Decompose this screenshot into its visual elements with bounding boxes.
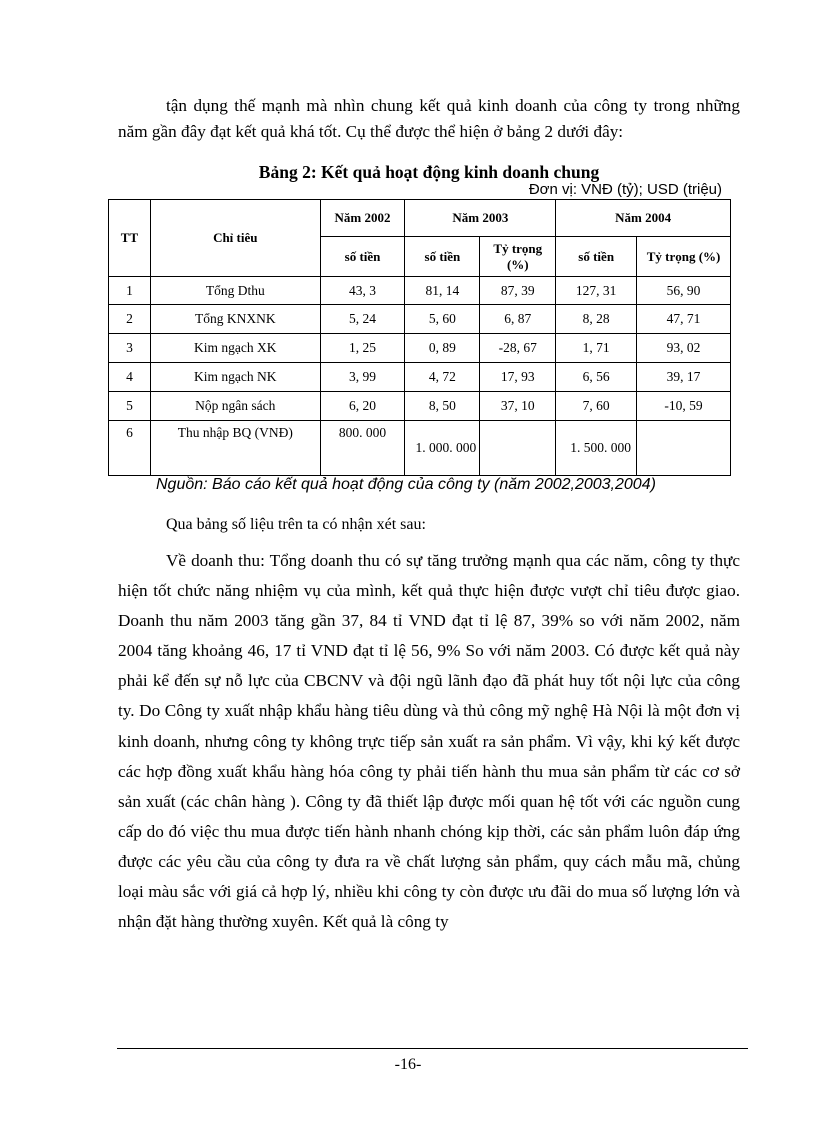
body-text: Về doanh thu: Tổng doanh thu có sự tăng trưởng mạnh qua các năm, công ty thực hiện tốt chức năng nhiệm vụ của mình, kết quả thực hiện được vượt chỉ tiêu được giao. Doanh thu năm 2003 tăng gần 37, 84 tỉ VND đạt tỉ lệ 87, 39% so với năm 2002, năm 2004 tăng khoảng 46, 17 tỉ VND đạt tỉ lệ 56, 9% So với năm 2003. Có được kết quả này phải kể đến sự nỗ lực của CBCNV và đội ngũ lãnh đạo đã phát huy tốt nội lực của công ty. Do Công ty xuất nhập khẩu hàng tiêu dùng và thủ công mỹ nghệ Hà Nội là một đơn vị kinh doanh, nhưng công ty không trực tiếp sản xuất ra sản phẩm. Vì vậy, khi ký kết được các hợp đồng xuất khẩu hàng hóa công ty phải tiến hành thu mua sản phẩm từ các cơ sở sản xuất (các chân hàng ). Công ty đã thiết lập được mối quan hệ tốt với các nguồn cung cấp do đó việc thu mua được tiến hành nhanh chóng kịp thời, các sản phẩm luôn đáp ứng được các yêu cầu của công ty đưa ra về chất lượng sản phẩm, quy cách mẫu mã, chủng loại màu sắc với giá cả hợp lý, nhiều khi công ty còn được ưu đãi do mua số lượng lớn và nhận đặt hàng thường xuyên. Kết quả là công ty — [118, 551, 740, 932]
table-unit: Đơn vị: VNĐ (tỷ); USD (triệu) — [528, 181, 722, 198]
cell-2002: 800. 000 — [320, 421, 405, 476]
cell-2003: 5, 60 — [405, 305, 480, 334]
header-so-tien-2002: số tiền — [320, 237, 405, 277]
header-chi-tieu: Chỉ tiêu — [150, 200, 320, 277]
cell-2004-pct: 39, 17 — [637, 363, 731, 392]
cell-name: Tổng KNXNK — [150, 305, 320, 334]
intro-paragraph: tận dụng thế mạnh mà nhìn chung kết quả kinh doanh của công ty trong những năm gần đây đạt kết quả khá tốt. Cụ thể được thể hiện ở bảng 2 dưới đây: — [118, 96, 740, 141]
cell-2004: 7, 60 — [556, 392, 637, 421]
table-row — [109, 392, 731, 421]
table-row — [109, 277, 731, 305]
header-ty-trong-2003: Tỷ trọng (%) — [480, 237, 556, 277]
table-row — [109, 334, 731, 363]
cell-2003-pct: -28, 67 — [480, 334, 556, 363]
cell-2003-pct: 6, 87 — [480, 305, 556, 334]
header-tt: TT — [109, 200, 151, 277]
cell-2003-pct: 37, 10 — [480, 392, 556, 421]
cell-2004-pct: 47, 71 — [637, 305, 731, 334]
header-2004: Năm 2004 — [556, 200, 731, 237]
cell-2002: 6, 20 — [320, 392, 405, 421]
cell-2002: 43, 3 — [320, 277, 405, 305]
business-results-table — [108, 199, 731, 476]
header-so-tien-2004: số tiền — [556, 237, 637, 277]
cell-2003-pct — [480, 421, 556, 476]
cell-2004-pct: 56, 90 — [637, 277, 731, 305]
cell-tt: 3 — [109, 334, 151, 363]
cell-tt: 6 — [109, 421, 151, 476]
cell-tt: 5 — [109, 392, 151, 421]
table-row — [109, 421, 731, 476]
page-number: -16- — [394, 1056, 422, 1073]
cell-tt: 2 — [109, 305, 151, 334]
cell-2004: 1. 500. 000 — [556, 421, 637, 476]
cell-2004: 8, 28 — [556, 305, 637, 334]
cell-2004-pct: -10, 59 — [637, 392, 731, 421]
body-paragraph — [118, 546, 740, 937]
cell-name: Kim ngạch NK — [150, 363, 320, 392]
header-2002: Năm 2002 — [320, 200, 405, 237]
cell-name: Nộp ngân sách — [150, 392, 320, 421]
header-2003: Năm 2003 — [405, 200, 556, 237]
cell-tt: 1 — [109, 277, 151, 305]
header-so-tien-2003: số tiền — [405, 237, 480, 277]
header-ty-trong-2004: Tỷ trọng (%) — [637, 237, 731, 277]
table-row — [109, 363, 731, 392]
footer-rule — [117, 1048, 748, 1049]
cell-2002: 5, 24 — [320, 305, 405, 334]
cell-2004: 127, 31 — [556, 277, 637, 305]
cell-2003: 8, 50 — [405, 392, 480, 421]
cell-2004: 6, 56 — [556, 363, 637, 392]
cell-2003-pct: 87, 39 — [480, 277, 556, 305]
cell-2004-pct — [637, 421, 731, 476]
cell-2003: 81, 14 — [405, 277, 480, 305]
cell-name: Tổng Dthu — [150, 277, 320, 305]
cell-name: Kim ngạch XK — [150, 334, 320, 363]
cell-2004-pct: 93, 02 — [637, 334, 731, 363]
cell-tt: 4 — [109, 363, 151, 392]
cell-2003: 4, 72 — [405, 363, 480, 392]
table-source: Nguồn: Báo cáo kết quả hoạt động của công ty (năm 2002,2003,2004) — [156, 476, 656, 493]
cell-name: Thu nhập BQ (VNĐ) — [150, 421, 320, 476]
table-row — [109, 305, 731, 334]
cell-2004: 1, 71 — [556, 334, 637, 363]
cell-2002: 3, 99 — [320, 363, 405, 392]
cell-2003-pct: 17, 93 — [480, 363, 556, 392]
cell-2003: 0, 89 — [405, 334, 480, 363]
cell-2002: 1, 25 — [320, 334, 405, 363]
table-title: Bảng 2: Kết quả hoạt động kinh doanh chung — [258, 162, 600, 182]
cell-2003: 1. 000. 000 — [405, 421, 480, 476]
remark-paragraph: Qua bảng số liệu trên ta có nhận xét sau: — [166, 516, 426, 533]
